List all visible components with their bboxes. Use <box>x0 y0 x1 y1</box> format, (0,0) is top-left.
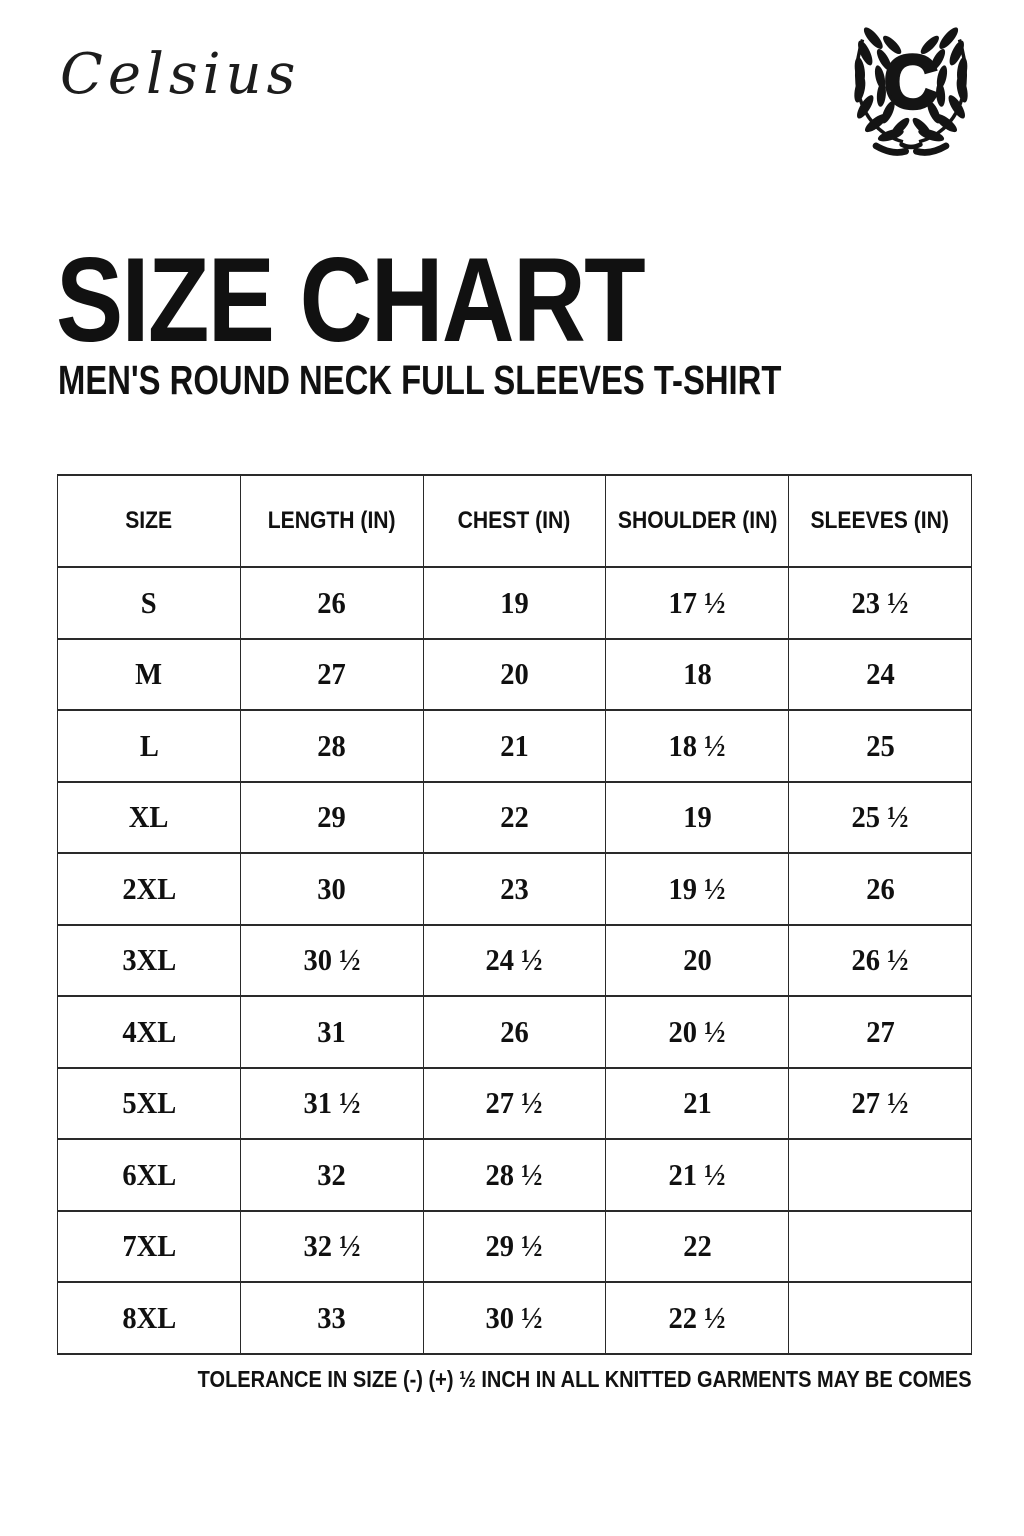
chest-cell: 20 <box>423 639 606 711</box>
page-subtitle: MEN'S ROUND NECK FULL SLEEVES T-SHIRT <box>58 357 782 403</box>
length-cell: 33 <box>240 1282 423 1354</box>
shoulder-cell: 20 ½ <box>606 996 789 1068</box>
laurel-wreath-monogram-icon <box>830 18 992 158</box>
table-row-8xl <box>58 1282 972 1354</box>
length-cell: 32 ½ <box>240 1211 423 1283</box>
brand-logotype: Celsius <box>60 42 301 107</box>
sleeves-cell <box>789 1139 972 1211</box>
chest-cell: 30 ½ <box>423 1282 606 1354</box>
table-row-l <box>58 710 972 782</box>
length-cell: 32 <box>240 1139 423 1211</box>
shoulder-cell: 21 ½ <box>606 1139 789 1211</box>
shoulder-cell: 21 <box>606 1068 789 1140</box>
sleeves-cell: 27 <box>789 996 972 1068</box>
length-cell: 27 <box>240 639 423 711</box>
table-row-m <box>58 639 972 711</box>
chest-cell: 21 <box>423 710 606 782</box>
length-cell: 30 ½ <box>240 925 423 997</box>
table-row-3xl <box>58 925 972 997</box>
sleeves-cell: 27 ½ <box>789 1068 972 1140</box>
length-cell: 31 ½ <box>240 1068 423 1140</box>
length-cell: 26 <box>240 567 423 639</box>
column-header-shoulder: SHOULDER (IN) <box>606 475 789 567</box>
sleeves-cell <box>789 1282 972 1354</box>
chest-cell: 27 ½ <box>423 1068 606 1140</box>
sleeves-cell: 24 <box>789 639 972 711</box>
shoulder-cell: 18 ½ <box>606 710 789 782</box>
chest-cell: 28 ½ <box>423 1139 606 1211</box>
shoulder-cell: 17 ½ <box>606 567 789 639</box>
sleeves-cell: 26 ½ <box>789 925 972 997</box>
page-title: SIZE CHART <box>56 233 644 367</box>
table-row-4xl <box>58 996 972 1068</box>
length-cell: 28 <box>240 710 423 782</box>
tolerance-note: TOLERANCE IN SIZE (-) (+) ½ INCH IN ALL KNITTED GARMENTS MAY BE COMES <box>198 1366 972 1392</box>
length-cell: 29 <box>240 782 423 854</box>
sleeves-cell: 23 ½ <box>789 567 972 639</box>
length-cell: 31 <box>240 996 423 1068</box>
table-row-xl <box>58 782 972 854</box>
length-cell: 30 <box>240 853 423 925</box>
shoulder-cell: 19 ½ <box>606 853 789 925</box>
sleeves-cell: 26 <box>789 853 972 925</box>
size-cell: S <box>58 567 241 639</box>
shoulder-cell: 18 <box>606 639 789 711</box>
sleeves-cell: 25 ½ <box>789 782 972 854</box>
chest-cell: 22 <box>423 782 606 854</box>
table-row-s <box>58 567 972 639</box>
table-row-6xl <box>58 1139 972 1211</box>
size-cell: M <box>58 639 241 711</box>
column-header-sleeves: SLEEVES (IN) <box>789 475 972 567</box>
chest-cell: 29 ½ <box>423 1211 606 1283</box>
table-header <box>58 475 972 567</box>
shoulder-cell: 22 <box>606 1211 789 1283</box>
chest-cell: 23 <box>423 853 606 925</box>
shoulder-cell: 22 ½ <box>606 1282 789 1354</box>
size-cell: 7XL <box>58 1211 241 1283</box>
chest-cell: 26 <box>423 996 606 1068</box>
size-cell: 8XL <box>58 1282 241 1354</box>
size-cell: 3XL <box>58 925 241 997</box>
size-cell: 5XL <box>58 1068 241 1140</box>
size-chart-table <box>57 474 972 1355</box>
size-cell: 6XL <box>58 1139 241 1211</box>
column-header-chest: CHEST (IN) <box>423 475 606 567</box>
size-cell: 4XL <box>58 996 241 1068</box>
size-cell: 2XL <box>58 853 241 925</box>
chest-cell: 19 <box>423 567 606 639</box>
shoulder-cell: 19 <box>606 782 789 854</box>
sleeves-cell <box>789 1211 972 1283</box>
column-header-size: SIZE <box>58 475 241 567</box>
sleeves-cell: 25 <box>789 710 972 782</box>
chest-cell: 24 ½ <box>423 925 606 997</box>
table-body <box>58 567 972 1354</box>
table-row-7xl <box>58 1211 972 1283</box>
size-cell: L <box>58 710 241 782</box>
size-cell: XL <box>58 782 241 854</box>
table-row-2xl <box>58 853 972 925</box>
header-row <box>58 475 972 567</box>
table-row-5xl <box>58 1068 972 1140</box>
column-header-length: LENGTH (IN) <box>240 475 423 567</box>
shoulder-cell: 20 <box>606 925 789 997</box>
monogram-letter: C <box>883 40 939 125</box>
